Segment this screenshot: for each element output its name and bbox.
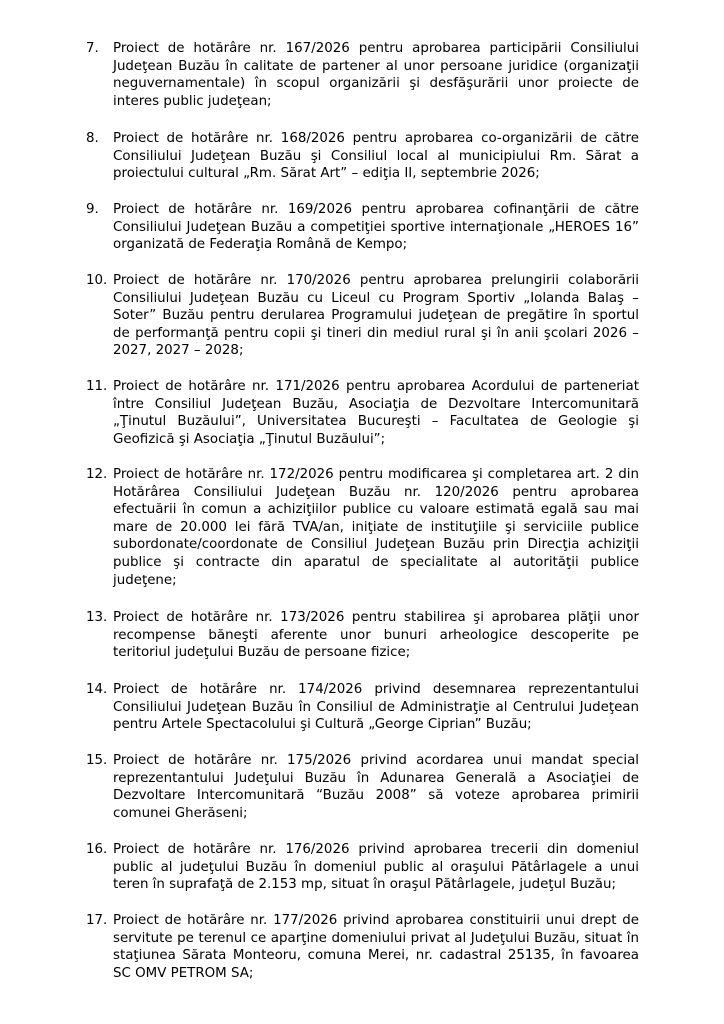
agenda-item-7 xyxy=(86,40,639,110)
item-number: 8. xyxy=(86,131,99,146)
item-text: Proiect de hotărâre nr. 176/2026 privind aprobarea trecerii din domeniul public al judeţului Buzău în domeniul public al oraşului Pătârlagele a unui teren în suprafaţă de 2.153 mp, situat în oraşul Pătârlagele, judeţul Buzău; xyxy=(113,842,639,893)
item-text: Proiect de hotărâre nr. 171/2026 pentru aprobarea Acordului de parteneriat între Consiliul Judeţean Buzău, Asociaţia de Dezvoltare Intercomunitară „Ţinutul Buzăului”, Universitatea Bucureşti – Facultatea de Geologie şi Geofizică şi Asociaţia „Ţinutul Buzăului”; xyxy=(113,379,639,447)
agenda-item-11 xyxy=(86,378,639,448)
item-number: 16. xyxy=(86,842,108,857)
agenda-item-10 xyxy=(86,272,639,360)
item-text: Proiect de hotărâre nr. 167/2026 pentru aprobarea participării Consiliului Judeţean Buzău în calitate de partener al unor persoane juridice (organizaţii neguvernamentale) în scopul organizării şi desfăşurării unor proiecte de interes public judeţean; xyxy=(113,41,639,109)
item-number: 17. xyxy=(86,913,108,928)
item-text: Proiect de hotărâre nr. 177/2026 privind aprobarea constituirii unui drept de servitute pe terenul ce aparţine domeniului privat al Judeţului Buzău, situat în staţiunea Sărata Monteoru, comuna Merei, nr. cadastral 25135, în favoarea SC OMV PETROM SA; xyxy=(113,913,639,981)
item-number: 7. xyxy=(86,41,99,56)
item-text: Proiect de hotărâre nr. 175/2026 privind acordarea unui mandat special reprezentantului Judeţului Buzău în Adunarea Generală a Asociaţiei de Dezvoltare Intercomunitară “Buzău 2008” să voteze aprobarea primirii comunei Gherăseni; xyxy=(113,753,639,821)
agenda-item-12 xyxy=(86,466,639,589)
item-number: 12. xyxy=(86,467,108,482)
item-text: Proiect de hotărâre nr. 169/2026 pentru aprobarea cofinanţării de către Consiliului Judeţean Buzău a competiţiei sportive internaţionale „HEROES 16” organizată de Federaţia Română de Kempo; xyxy=(113,202,639,253)
item-number: 10. xyxy=(86,273,108,288)
agenda-item-17 xyxy=(86,912,639,982)
item-text: Proiect de hotărâre nr. 172/2026 pentru modificarea şi completarea art. 2 din Hotărârea Consiliului Judeţean Buzău nr. 120/2026 pentru aprobarea efectuării în comun a achiziţiilor publice cu valoare estimată egală sau mai mare de 20.000 lei fără TVA/an, iniţiate de instituţiile şi serviciile publice subordonate/coordonate de Consiliul Judeţean Buzău prin Direcţia achiziţii publice şi contracte din aparatul de specialitate al autorităţii publice judeţene; xyxy=(113,467,639,588)
item-text: Proiect de hotărâre nr. 170/2026 pentru aprobarea prelungirii colaborării Consiliului Judeţean Buzău cu Liceul cu Program Sportiv „Iolanda Balaş – Soter” Buzău pentru derularea Programului judeţean de pregătire în sportul de performanţă pentru copii şi tineri din mediul rural şi în anii şcolari 2026 – 2027, 2027 – 2028; xyxy=(113,273,639,359)
agenda-item-16 xyxy=(86,841,639,894)
agenda-item-14 xyxy=(86,681,639,734)
item-text: Proiect de hotărâre nr. 174/2026 privind desemnarea reprezentantului Consiliului Judeţean Buzău în Consiliul de Administraţie al Centrului Judeţean pentru Artele Spectacolului şi Cultură „George Ciprian” Buzău; xyxy=(113,682,639,733)
item-number: 15. xyxy=(86,753,108,768)
agenda-item-13 xyxy=(86,609,639,662)
item-number: 13. xyxy=(86,610,108,625)
item-number: 14. xyxy=(86,682,108,697)
agenda-item-15 xyxy=(86,752,639,822)
agenda-item-8 xyxy=(86,130,639,183)
item-text: Proiect de hotărâre nr. 173/2026 pentru stabilirea şi aprobarea plăţii unor recompense băneşti aferente unor bunuri arheologice descoperite pe teritoriul judeţului Buzău de persoane fizice; xyxy=(113,610,639,661)
item-text: Proiect de hotărâre nr. 168/2026 pentru aprobarea co-organizării de către Consiliului Judeţean Buzău şi Consiliul local al municipiului Rm. Sărat a proiectului cultural „Rm. Sărat Art” – ediţia II, septembrie 2026; xyxy=(113,131,639,182)
agenda-item-9 xyxy=(86,201,639,254)
item-number: 9. xyxy=(86,202,99,217)
item-number: 11. xyxy=(86,379,108,394)
